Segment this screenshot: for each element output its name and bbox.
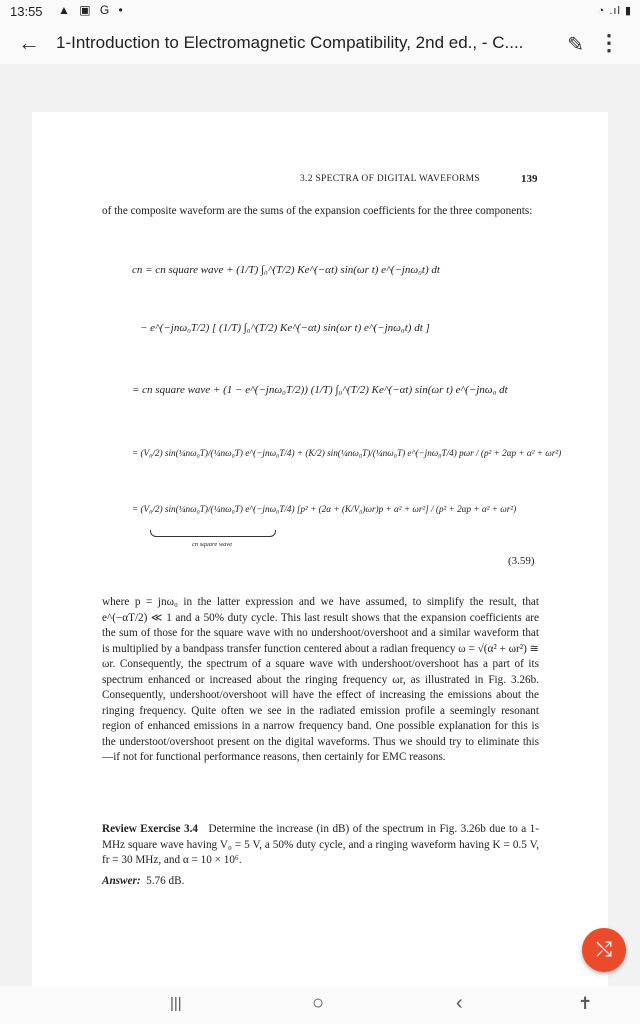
answer-label: Answer: xyxy=(102,875,141,887)
app-bar xyxy=(0,24,640,64)
underbrace xyxy=(150,530,276,537)
equation-line-3: = cn square wave + (1 − e^(−jnω₀T/2)) (1/T) ∫₀^(T/2) Ke^(−αt) sin(ωr t) e^(−jnω₀ dt xyxy=(132,384,508,396)
review-exercise-text: Determine the increase (in dB) of the spectrum in Fig. 3.26b due to a 1-MHz square wave having V₀ = 5 V, a 50% duty cycle, and a ringing waveform having K = 0.5 V, fr = 30 MHz, and α = 10 × 10⁶. xyxy=(102,823,539,866)
edit-pencil-icon[interactable]: ✎ xyxy=(567,34,584,56)
recents-button[interactable]: ||| xyxy=(170,995,182,1012)
answer-value: 5.76 dB. xyxy=(146,875,185,887)
document-viewer[interactable] xyxy=(0,64,640,986)
body-paragraph: where p = jnω₀ in the latter expression and we have assumed, to simplify the result, that e^(−αT/2) ≪ 1 and a 50% duty cycle. This last result shows that the expansion coefficients are the sum of those for the square wave with no undershoot/overshoot and a similar waveform that is multiplied by a bandpass transfer function centered about a radian frequency ω = √(α² + ωr²) ≅ ωr. Consequently, the spectrum of a square wave with undershoot/overshoot has a part of its spectrum enhanced or increased about the ringing frequency ωr, as illustrated in Fig. 3.26b. Consequently, undershoot/overshoot will have the effect of increasing the emissions about the ringing frequency. Quite often we see in the radiated emission profile a seemingly resonant region of enhanced emissions in a narrow frequency band. One possible explanation for this is the understoot/overshoot present on the digital waveforms. Thus we should try to eliminate this—if not for functional performance reasons, then certainly for EMC reasons. xyxy=(102,596,539,763)
system-status-icons: ◔ .ıl ▮ xyxy=(597,5,632,17)
equation-line-4: = (V₀/2) sin(¼nω₀T)/(¼nω₀T) e^(−jnω₀T/4) + (K/2) sin(¼nω₀T)/(¼nω₀T) e^(−jnω₀T/4) pωr / (p² + 2αp + α² + ωr²) xyxy=(132,448,562,458)
answer-line xyxy=(102,874,539,890)
status-bar xyxy=(0,0,640,24)
home-button[interactable]: ○ xyxy=(312,992,325,1014)
review-exercise xyxy=(102,822,539,869)
review-exercise-label: Review Exercise 3.4 xyxy=(102,823,198,835)
page-number: 139 xyxy=(521,173,538,185)
status-time: 13:55 xyxy=(10,4,43,19)
intro-paragraph: of the composite waveform are the sums of the expansion coefficients for the three components: xyxy=(102,205,533,217)
nav-back-button[interactable]: ‹ xyxy=(456,992,463,1014)
accessibility-icon[interactable]: ✝ xyxy=(578,994,593,1013)
underbrace-label: cn square wave xyxy=(192,541,233,548)
back-arrow-icon[interactable]: ← xyxy=(18,30,40,55)
notification-icons: ▲ ▣ G • xyxy=(58,3,126,17)
book-page xyxy=(32,112,608,992)
equation-line-2: − e^(−jnω₀T/2) [ (1/T) ∫₀^(T/2) Ke^(−αt) sin(ωr t) e^(−jnω₀t) dt ] xyxy=(140,322,430,334)
equation-number: (3.59) xyxy=(508,555,535,567)
more-options-icon[interactable]: ⋮ xyxy=(598,30,620,55)
system-nav-bar xyxy=(0,986,640,1024)
document-title: 1-Introduction to Electromagnetic Compatibility, 2nd ed., - C.... xyxy=(56,33,524,52)
running-header: 3.2 SPECTRA OF DIGITAL WAVEFORMS xyxy=(300,174,480,184)
equation-line-5: = (V₀/2) sin(¼nω₀T)/(¼nω₀T) e^(−jnω₀T/4) [p² + (2α + (K/V₀)ωr)p + α² + ωr²] / (p² + 2αp + α² + ωr²) xyxy=(132,504,517,514)
share-icon[interactable]: ⤭ xyxy=(582,928,626,972)
equation-line-1: cn = cn square wave + (1/T) ∫₀^(T/2) Ke^(−αt) sin(ωr t) e^(−jnω₀t) dt xyxy=(132,264,440,276)
